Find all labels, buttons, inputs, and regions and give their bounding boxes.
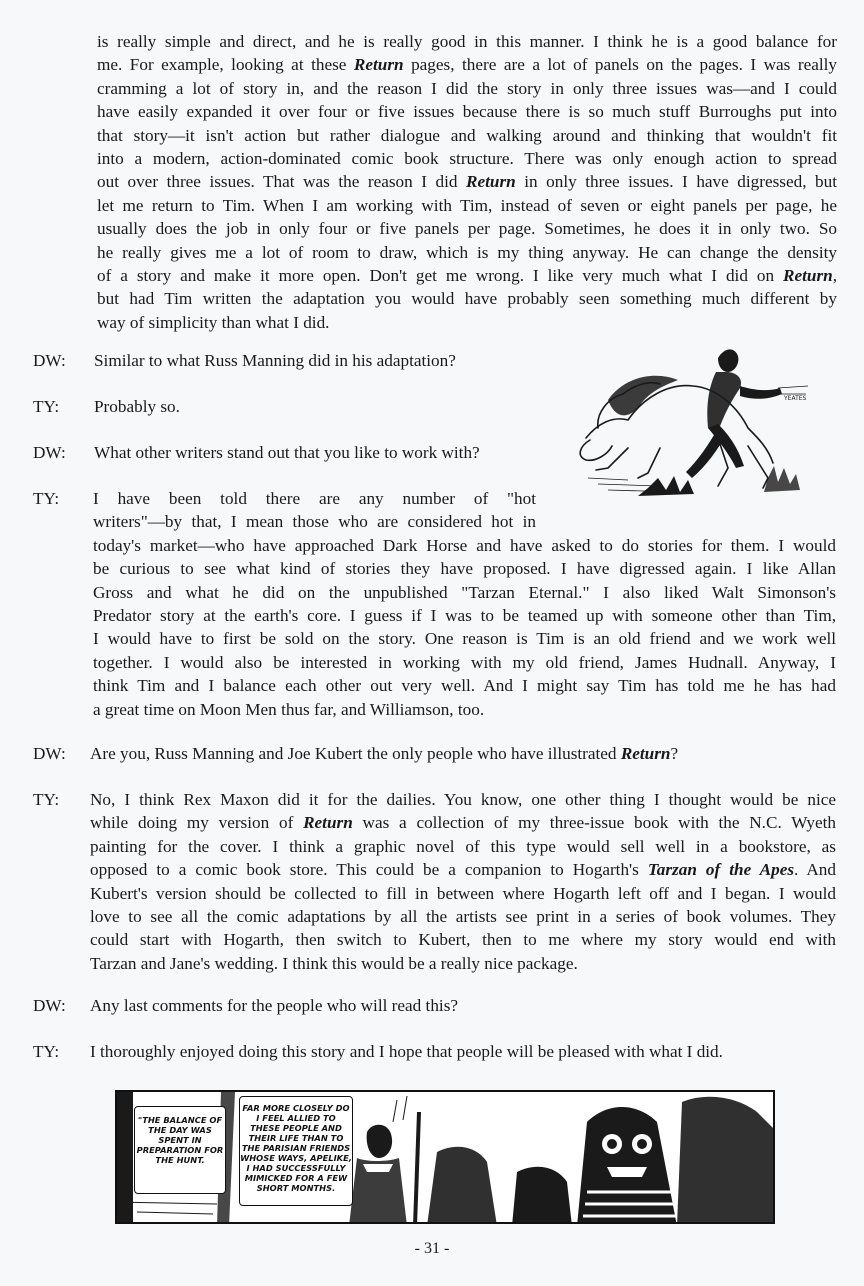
speaker-label: TY: bbox=[33, 1042, 60, 1061]
caption-box-right: FAR MORE CLOSELY DO I FEEL ALLIED TO THESE PEOPLE AND THEIR LIFE THAN TO THE PARISIAN FRIENDS WHOSE WAYS, APELIKE, I HAD SUCCESSFULLY MIMICKED FOR A FEW SHORT MONTHS. bbox=[239, 1096, 353, 1206]
text-line: is really simple and direct, and he is really good in this manner. I think he is a good balance for bbox=[97, 32, 837, 51]
title-emphasis: Tarzan of the Apes bbox=[647, 860, 795, 880]
text-line: Predator story at the earth's core. I guess if I was to be teamed up with someone other than Tim, bbox=[93, 606, 836, 625]
text-line: Any last comments for the people who will read this? bbox=[90, 996, 459, 1015]
text-line: writers"—by that, I mean those who are considered hot in bbox=[93, 512, 536, 532]
text-line: today's market—who have approached Dark Horse and have asked to do stories for them. I would bbox=[93, 535, 836, 555]
page-number: - 31 - bbox=[414, 1240, 450, 1257]
text-line: out over three issues. That was the reason I did Return in only three issues. I have digressed, but bbox=[97, 172, 838, 192]
text-line: way of simplicity than what I did. bbox=[97, 312, 330, 332]
text-line: painting for the cover. I think a graphic novel of this type would sell well in a bookstore, as bbox=[90, 836, 836, 856]
text-line: love to see all the comic adaptations by all the artists see print in a series of book volumes. They bbox=[90, 907, 836, 926]
speaker-label: DW: bbox=[33, 351, 66, 370]
text-line: together. I would also be interested in working with my old friend, James Hudnall. Anyway, I bbox=[93, 652, 836, 672]
title-emphasis: Return bbox=[466, 172, 516, 192]
text-line: a great time on Moon Men thus far, and Williamson, too. bbox=[93, 699, 485, 719]
text-line: No, I think Rex Maxon did it for the dailies. You know, one other thing I thought would be nice bbox=[90, 790, 836, 809]
title-emphasis: Return bbox=[353, 55, 404, 75]
caption-box-left: "THE BALANCE OF THE DAY WAS SPENT IN PREPARATION FOR THE HUNT. bbox=[134, 1106, 226, 1194]
text-line: I would have to first be sold on the story. One reason is Tim is an old friend and we work well bbox=[93, 629, 836, 649]
text-line: opposed to a comic book store. This could be a companion to Hogarth's Tarzan of the Apes. And bbox=[90, 860, 836, 880]
title-emphasis: Return bbox=[303, 813, 353, 833]
text-line: What other writers stand out that you like to work with? bbox=[94, 443, 480, 462]
text-line: usually does the job in only four or five panels per page. Sometimes, he does it in only two. So bbox=[97, 219, 837, 239]
title-emphasis: Return bbox=[783, 266, 833, 285]
title-emphasis: Return bbox=[620, 744, 671, 763]
speaker-label: TY: bbox=[33, 790, 60, 809]
tarzan-lion-illustration bbox=[568, 328, 816, 500]
text-line: that story—it isn't action but rather dialogue and walking around and thinking that wouldn't fit bbox=[97, 125, 837, 145]
text-line: have easily expanded it over four or five issues because there is so much stuff Burroughs put into bbox=[97, 102, 837, 122]
text-line: let me return to Tim. When I am working with Tim, instead of seven or eight panels per page, he bbox=[97, 195, 837, 215]
text-line: Gross and what he did on the unpublished "Tarzan Eternal." I also liked Walt Simonson's bbox=[93, 582, 836, 602]
text-line: Probably so. bbox=[94, 397, 180, 416]
text-line: I thoroughly enjoyed doing this story and I hope that people will be pleased with what I did. bbox=[90, 1042, 723, 1061]
speaker-label: DW: bbox=[33, 744, 66, 763]
speaker-label: DW: bbox=[33, 996, 66, 1015]
text-line: I have been told there are any number of "hot bbox=[93, 489, 536, 508]
speaker-label: TY: bbox=[33, 397, 60, 416]
text-line: think Tim and I balance each other out very well. And I might say Tim has told me he has had bbox=[93, 676, 836, 696]
comic-strip-panel bbox=[115, 1090, 775, 1224]
text-line: while doing my version of Return was a collection of my three-issue book with the N.C. Wyeth bbox=[90, 813, 836, 833]
text-line: he really gives me a lot of room to draw, which is my thing anyway. He can change the density bbox=[97, 242, 837, 262]
text-line: Kubert's version should be collected to fill in between where Hogarth left off and I began. I would bbox=[90, 883, 836, 903]
text-line: Are you, Russ Manning and Joe Kubert the only people who have illustrated Return? bbox=[90, 744, 679, 763]
text-line: into a modern, action-dominated comic book structure. There was only enough action to spread bbox=[97, 149, 837, 168]
text-line: could start with Hogarth, then switch to Kubert, then to me where my story would end with bbox=[90, 930, 836, 950]
speaker-label: DW: bbox=[33, 443, 66, 462]
speaker-label: TY: bbox=[33, 489, 60, 508]
text-line: me. For example, looking at these Return pages, there are a lot of panels on the pages. I was really bbox=[97, 55, 837, 75]
text-line: Similar to what Russ Manning did in his adaptation? bbox=[94, 351, 456, 370]
text-line: cramming a lot of story in, and the reason I did the story in only three issues was—and I could bbox=[97, 78, 837, 98]
text-line: be curious to see what kind of stories they have proposed. I have digressed again. I like Allan bbox=[93, 559, 836, 579]
text-line: of a story and make it more open. Don't get me wrong. I like very much what I did on Return, bbox=[97, 266, 837, 285]
artist-signature: YEATES bbox=[784, 395, 807, 402]
text-line: but had Tim written the adaptation you would have probably seen something much different by bbox=[97, 289, 837, 309]
text-line: Tarzan and Jane's wedding. I think this would be a really nice package. bbox=[90, 953, 578, 973]
